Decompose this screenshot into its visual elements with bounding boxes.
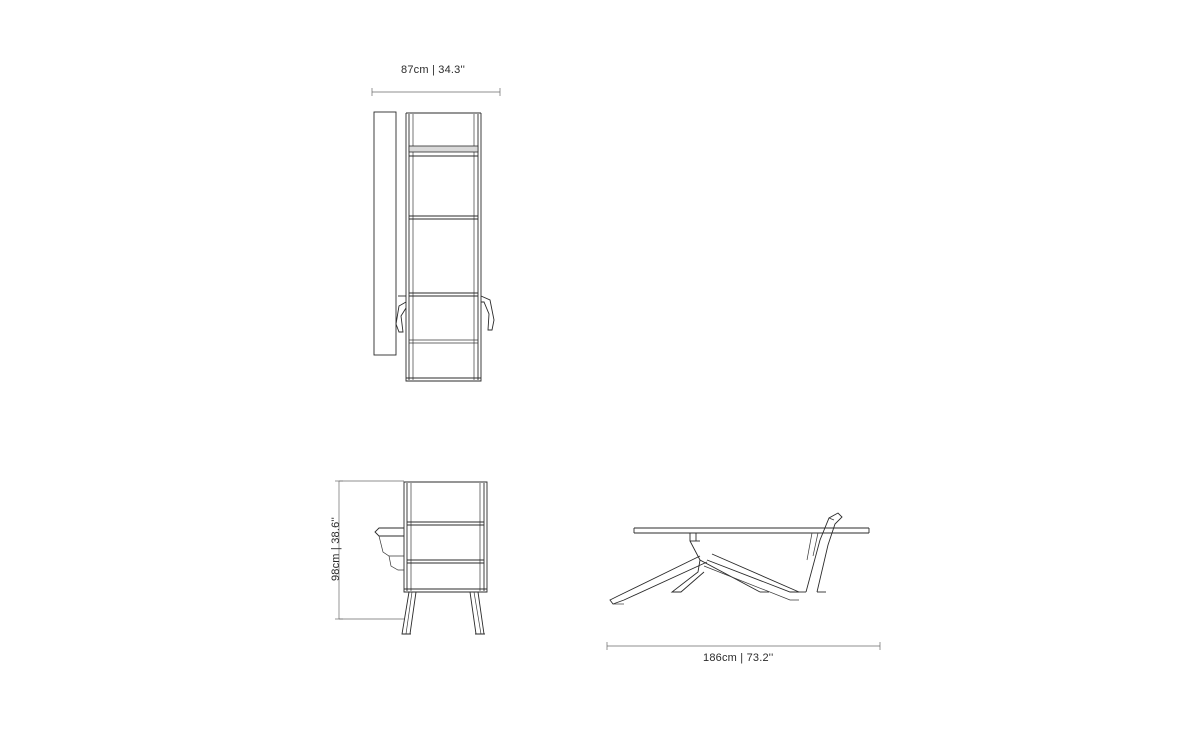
dimension-label-height: 98cm | 38.6'' — [330, 516, 342, 582]
view-side-elevation-bottom — [607, 513, 880, 650]
dimension-label-width: 87cm | 34.3'' — [401, 64, 466, 76]
dimension-line-height — [335, 481, 404, 619]
dimension-label-length: 186cm | 73.2'' — [703, 652, 774, 664]
view-front-elevation — [335, 481, 487, 634]
dimension-line-length — [607, 642, 880, 650]
view-top-side-elevation — [372, 88, 500, 381]
dimension-line-width — [372, 88, 500, 96]
